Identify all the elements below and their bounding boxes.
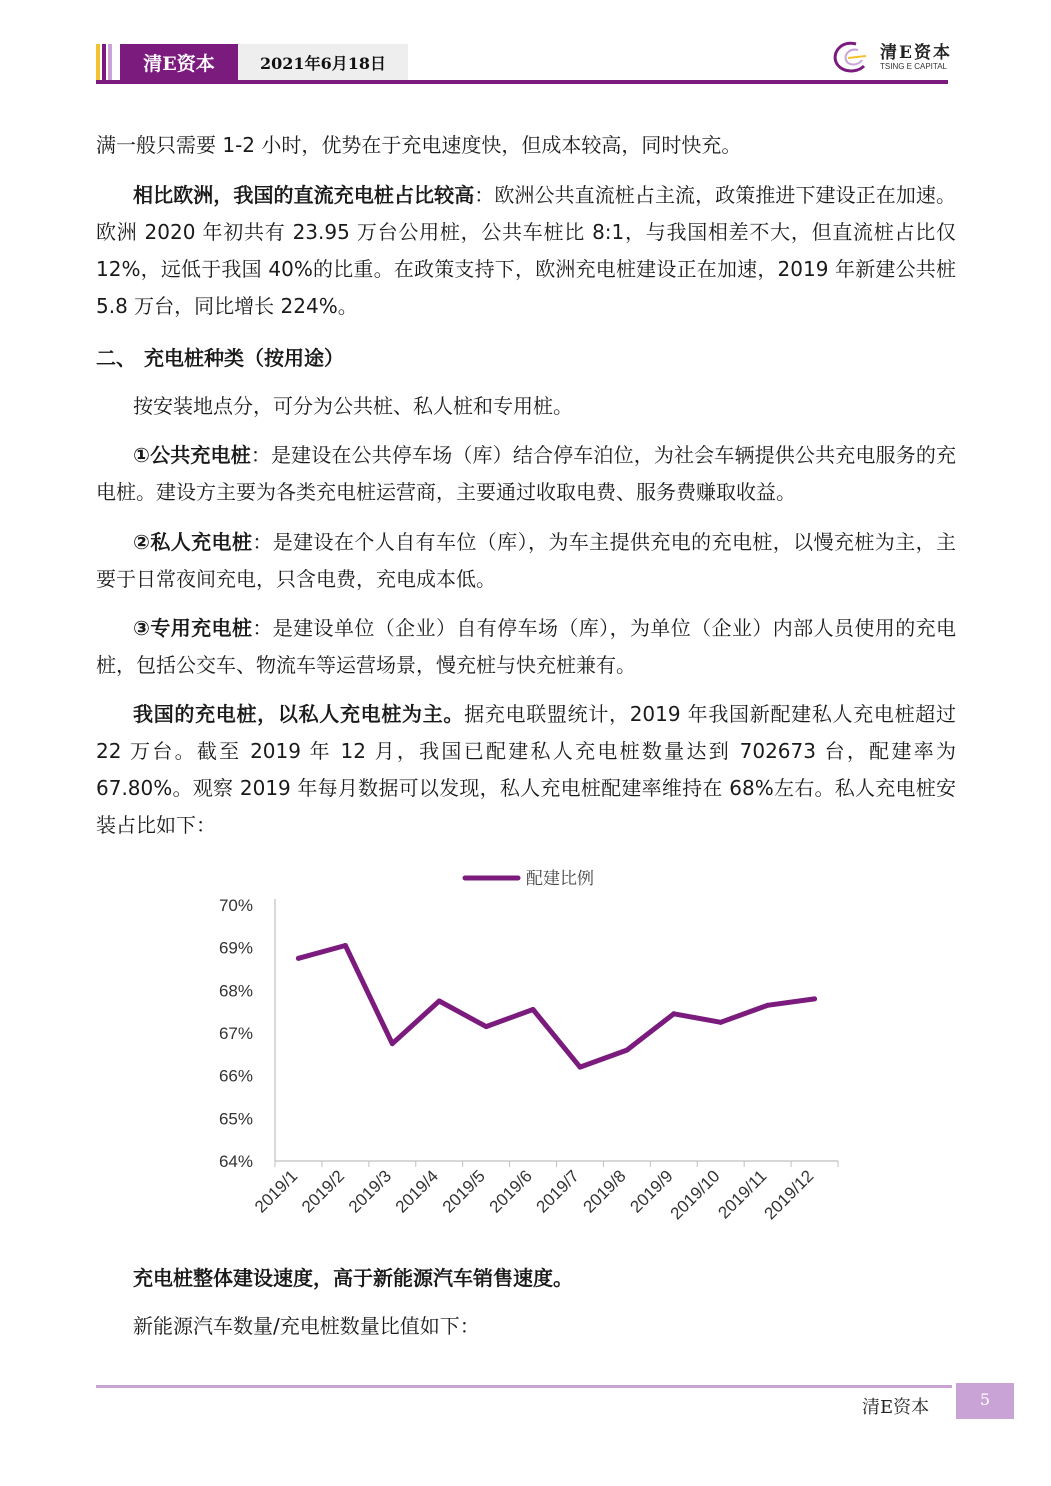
footer-brand: 清E资本 — [862, 1397, 930, 1418]
paragraph-bold-lead: 充电桩整体建设速度，高于新能源汽车销售速度。 — [133, 1266, 573, 1290]
data-point — [343, 943, 348, 948]
paragraph-bold-lead: ②私人充电桩 — [133, 530, 253, 554]
paragraph-2 — [96, 177, 956, 325]
data-point — [812, 996, 817, 1001]
header-date: 2021年6月18日 — [238, 44, 408, 84]
x-tick-label: 2019/4 — [391, 1166, 443, 1217]
x-tick-label: 2019/5 — [438, 1166, 489, 1217]
paragraph-7 — [96, 696, 956, 844]
y-tick-label: 68% — [218, 981, 253, 1001]
y-tick-label: 67% — [218, 1024, 253, 1043]
x-tick-label: 2019/2 — [297, 1166, 349, 1217]
data-point — [718, 1020, 723, 1025]
logo-text-cn: 清E资本 — [880, 43, 952, 63]
section-number: 二、 — [96, 346, 136, 370]
x-tick-label: 2019/10 — [666, 1166, 724, 1224]
stripe-lilac — [108, 44, 112, 84]
y-tick-label: 66% — [218, 1066, 253, 1086]
header-brand: 清E资本 — [120, 44, 238, 84]
paragraph-8 — [96, 1260, 956, 1297]
series-line — [299, 946, 815, 1068]
stripe-yellow — [96, 44, 100, 84]
paragraph-text: ：是建设在个人自有车位（库），为车主提供充电的充电桩，以慢充桩为主，主要于日常夜间充电，只含电费，充电成本低。 — [96, 530, 956, 591]
y-tick-label: 69% — [218, 938, 253, 958]
paragraph-bold-lead: 我国的充电桩，以私人充电桩为主。 — [133, 702, 465, 726]
stripe-purple — [102, 44, 106, 84]
footer-rule — [96, 1385, 952, 1388]
page-number: 5 — [956, 1383, 1014, 1419]
x-tick-label: 2019/1 — [251, 1166, 302, 1217]
paragraph-text: 满一般只需要 1-2 小时，优势在于充电速度快，但成本较高，同时快充。 — [96, 133, 742, 157]
header-rule — [96, 80, 948, 84]
paragraph-9 — [96, 1308, 956, 1345]
paragraph-bold-lead: ①公共充电桩 — [133, 443, 251, 467]
x-tick-label: 2019/7 — [532, 1166, 583, 1217]
x-tick-label: 2019/6 — [485, 1166, 536, 1217]
paragraph-text: ：是建设单位（企业）自有停车场（库），为单位（企业）内部人员使用的充电桩，包括公交车、物流车等运营场景，慢充桩与快充桩兼有。 — [96, 616, 956, 677]
header-stripes — [96, 44, 112, 84]
data-point — [296, 956, 301, 961]
paragraph-text: 据充电联盟统计，2019 年我国新配建私人充电桩超过 22 万台。截至 2019 年 12 月，我国已配建私人充电桩数量达到 702673 台，配建率为 67.80%。观察 2019 年每月数据可以发现，私人充电桩配建率维持在 68%左右。私人充电桩安装占比如下： — [96, 702, 957, 837]
data-point — [624, 1048, 629, 1053]
paragraph-bold-lead: 相比欧洲，我国的直流充电桩占比较高 — [133, 183, 475, 207]
logo-text-en: TSING E CAPITAL — [880, 62, 947, 71]
y-tick-label: 65% — [218, 1109, 253, 1129]
section-title: 充电桩种类（按用途） — [144, 346, 344, 370]
data-point — [390, 1041, 395, 1046]
y-tick-label: 64% — [218, 1152, 253, 1171]
y-tick-label: 70% — [218, 896, 253, 915]
data-point — [577, 1065, 582, 1070]
paragraph-text: 新能源汽车数量/充电桩数量比值如下： — [133, 1314, 480, 1338]
paragraph-text: ：欧洲公共直流桩占主流，政策推进下建设正在加速。欧洲 2020 年初共有 23.95 万台公用桩，公共车桩比 8:1，与我国相差不大，但直流桩占比仅 12%，远低于我国 40%的比重。在政策支持下，欧洲充电桩建设正在加速，2019 年新建公共桩 5.8 万台，同比增长 224%。 — [96, 183, 957, 318]
x-tick-label: 2019/8 — [579, 1166, 630, 1217]
x-tick-label: 2019/12 — [760, 1166, 818, 1224]
paragraph-1 — [96, 127, 956, 164]
paragraph-bold-lead: ③专用充电桩 — [133, 616, 253, 640]
data-point — [437, 999, 442, 1004]
data-point — [671, 1011, 676, 1016]
x-tick-label: 2019/11 — [714, 1166, 771, 1223]
data-point — [484, 1024, 489, 1029]
section-heading — [96, 340, 956, 377]
paragraph-text: 按安装地点分，可分为公共桩、私人桩和专用桩。 — [133, 394, 573, 418]
paragraph-6 — [96, 610, 956, 684]
paragraph-text: ：是建设在公共停车场（库）结合停车泊位，为社会车辆提供公共充电服务的充电桩。建设方主要为各类充电桩运营商，主要通过收取电费、服务费赚取收益。 — [96, 443, 956, 504]
paragraph-4 — [96, 437, 956, 511]
x-tick-label: 2019/9 — [626, 1166, 677, 1217]
paragraph-5 — [96, 524, 956, 598]
x-tick-label: 2019/3 — [344, 1166, 396, 1217]
legend-label: 配建比例 — [526, 869, 594, 889]
data-point — [531, 1007, 536, 1012]
ratio-line-chart — [200, 855, 860, 1255]
data-point — [765, 1003, 770, 1008]
paragraph-3 — [96, 388, 956, 425]
